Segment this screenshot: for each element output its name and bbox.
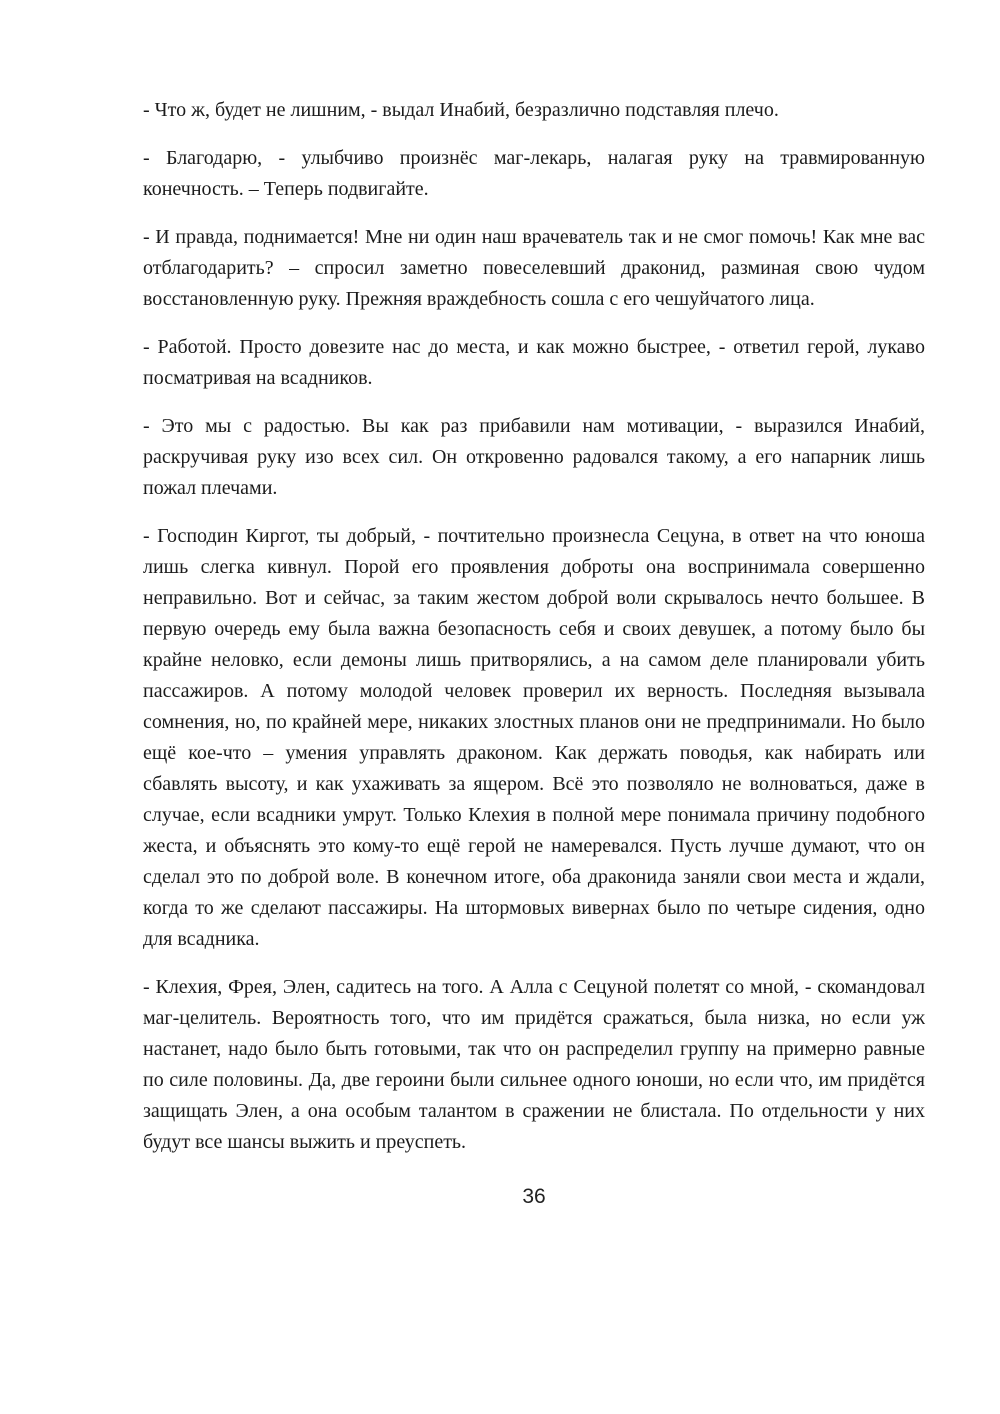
paragraph-dialogue-1: - Что ж, будет не лишним, - выдал Инабий, безразлично подставляя плечо. <box>143 99 779 121</box>
paragraph-dialogue-6: - Господин Киргот, ты добрый, - почтительно произнесла Сецуна, в ответ на что юноша лишь слегка кивнул. Порой его проявления доброты она воспринимала совершенно неправильно. Вот и сейчас, за таким жестом доброй воли скрывалось нечто большее. В первую очередь ему была важна безопасность себя и своих девушек, а потому было бы крайне неловко, если демоны лишь притворялись, а на самом деле планировали убить пассажиров. А потому молодой человек проверил их верность. Последняя вызывала сомнения, но, по крайней мере, никаких злостных планов они не предпринимали. Но было ещё кое-что – умения управлять драконом. Как держать поводья, как набирать или сбавлять высоту, и как ухаживать за ящером. Всё это позволяло не волноваться, даже в случае, если всадники умрут. Только Клехия в полной мере понимала причину подобного жеста, и объяснять это кому-то ещё герой не намеревался. Пусть лучше думают, что он сделал это по доброй воле. В конечном итоге, оба драконида заняли свои места и ждали, когда то же сделают пассажиры. На штормовых вивернах было по четыре сидения, одно для всадника. <box>143 525 925 950</box>
page-number: 36 <box>522 1185 546 1208</box>
text-body <box>143 95 925 1158</box>
paragraph-dialogue-3: - И правда, поднимается! Мне ни один наш врачеватель так и не смог помочь! Как мне вас отблагодарить? – спросил заметно повеселевший драконид, разминая свою чудом восстановленную руку. Прежняя враждебность сошла с его чешуйчатого лица. <box>143 226 925 310</box>
paragraph-dialogue-2: - Благодарю, - улыбчиво произнёс маг-лекарь, налагая руку на травмированную конечность. – Теперь подвигайте. <box>143 147 925 200</box>
paragraph-dialogue-4: - Работой. Просто довезите нас до места, и как можно быстрее, - ответил герой, лукаво посматривая на всадников. <box>143 336 925 389</box>
paragraph-dialogue-5: - Это мы с радостью. Вы как раз прибавили нам мотивации, - выразился Инабий, раскручивая руку изо всех сил. Он откровенно радовался такому, а его напарник лишь пожал плечами. <box>143 415 925 499</box>
paragraph-dialogue-7: - Клехия, Фрея, Элен, садитесь на того. А Алла с Сецуной полетят со мной, - скомандовал маг-целитель. Вероятность того, что им придётся сражаться, была низка, но если уж настанет, надо было быть готовыми, так что он распределил группу на примерно равные по силе половины. Да, две героини были сильнее одного юноши, но если что, им придётся защищать Элен, а она особым талантом в сражении не блистала. По отдельности у них будут все шансы выжить и преуспеть. <box>143 976 925 1153</box>
